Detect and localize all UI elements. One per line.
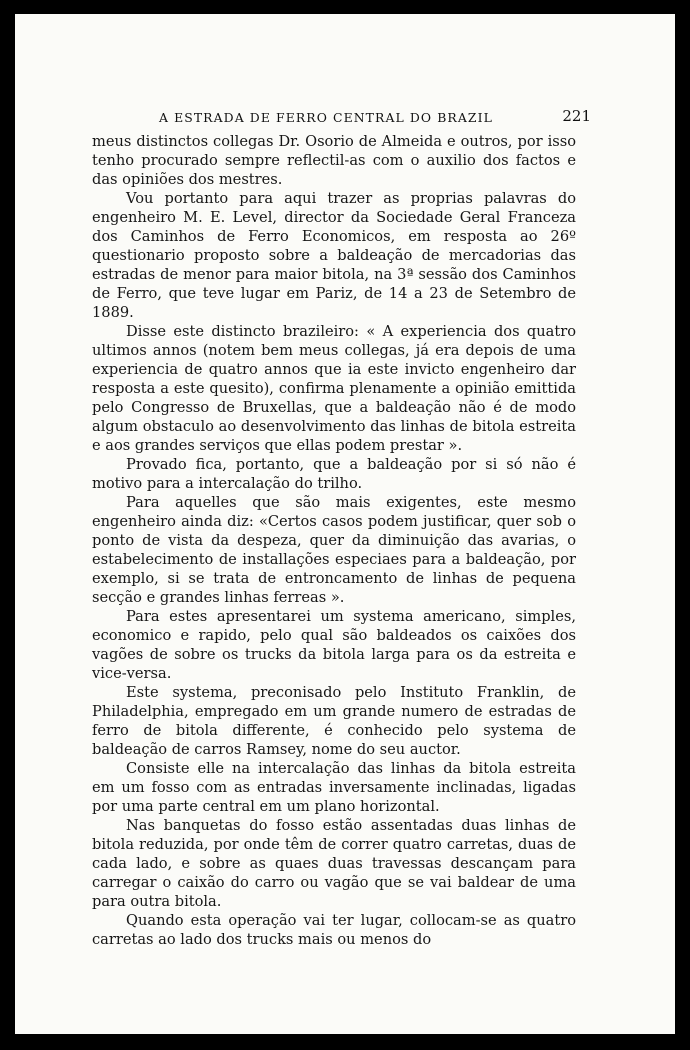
paragraph: Vou portanto para aqui trazer as proprias palavras do engenheiro M. E. Level, director da Sociedade Geral Franceza dos Caminhos de Ferro Economicos, em resposta ao 26º questionario proposto sobre a baldeação de mercadorias das estradas de menor para maior bitola, na 3ª sessão dos Caminhos de Ferro, que teve lugar em Pariz, de 14 a 23 de Setembro de 1889. xyxy=(92,190,576,321)
paragraph: Para estes apresentarei um systema americano, simples, economico e rapido, pelo qual são baldeados os caixões dos vagões de sobre os trucks da bitola larga para os da estreita e vice-versa. xyxy=(92,608,576,682)
paragraph: Para aquelles que são mais exigentes, este mesmo engenheiro ainda diz: «Certos casos podem justificar, quer sob o ponto de vista da despeza, quer da diminuição das avarias, o estabelecimento de installações especiaes para a baldeação, por exemplo, si se trata de entroncamento de linhas de pequena secção e grandes linhas ferreas ». xyxy=(92,494,576,606)
paragraph: Consiste elle na intercalação das linhas da bitola estreita em um fosso com as entradas inversamente inclinadas, ligadas por uma parte central em um plano horizontal. xyxy=(92,760,576,815)
paragraph: Quando esta operação vai ter lugar, collocam-se as quatro carretas ao lado dos trucks mais ou menos do xyxy=(92,912,576,948)
page-number: 221 xyxy=(562,107,591,125)
paragraph: Provado fica, portanto, que a baldeação por si só não é motivo para a intercalação do trilho. xyxy=(92,456,576,492)
page-header xyxy=(107,107,591,129)
paragraph: Disse este distincto brazileiro: « A experiencia dos quatro ultimos annos (notem bem meus collegas, já era depois de uma experiencia de quatro annos que ia este invicto engenheiro dar resposta a este quesito), confirma plenamente a opinião emittida pelo Congresso de Bruxellas, que a baldeação não é de modo algum obstaculo ao desenvolvimento das linhas de bitola estreita e aos grandes serviços que ellas podem prestar ». xyxy=(92,323,576,454)
paragraph: Nas banquetas do fosso estão assentadas duas linhas de bitola reduzida, por onde têm de correr quatro carretas, duas de cada lado, e sobre as quaes duas travessas descançam para carregar o caixão do carro ou vagão que se vai baldear de uma para outra bitola. xyxy=(92,817,576,910)
paragraph: Este systema, preconisado pelo Instituto Franklin, de Philadelphia, empregado em um grande numero de estradas de ferro de bitola differente, é conhecido pelo systema de baldeação de carros Ramsey, nome do seu auctor. xyxy=(92,684,576,758)
paragraph: meus distinctos collegas Dr. Osorio de Almeida e outros, por isso tenho procurado sempre reflectil-as com o auxilio dos factos e das opiniões dos mestres. xyxy=(92,133,576,188)
running-title: A ESTRADA DE FERRO CENTRAL DO BRAZIL xyxy=(159,110,493,125)
body-text xyxy=(92,132,576,949)
